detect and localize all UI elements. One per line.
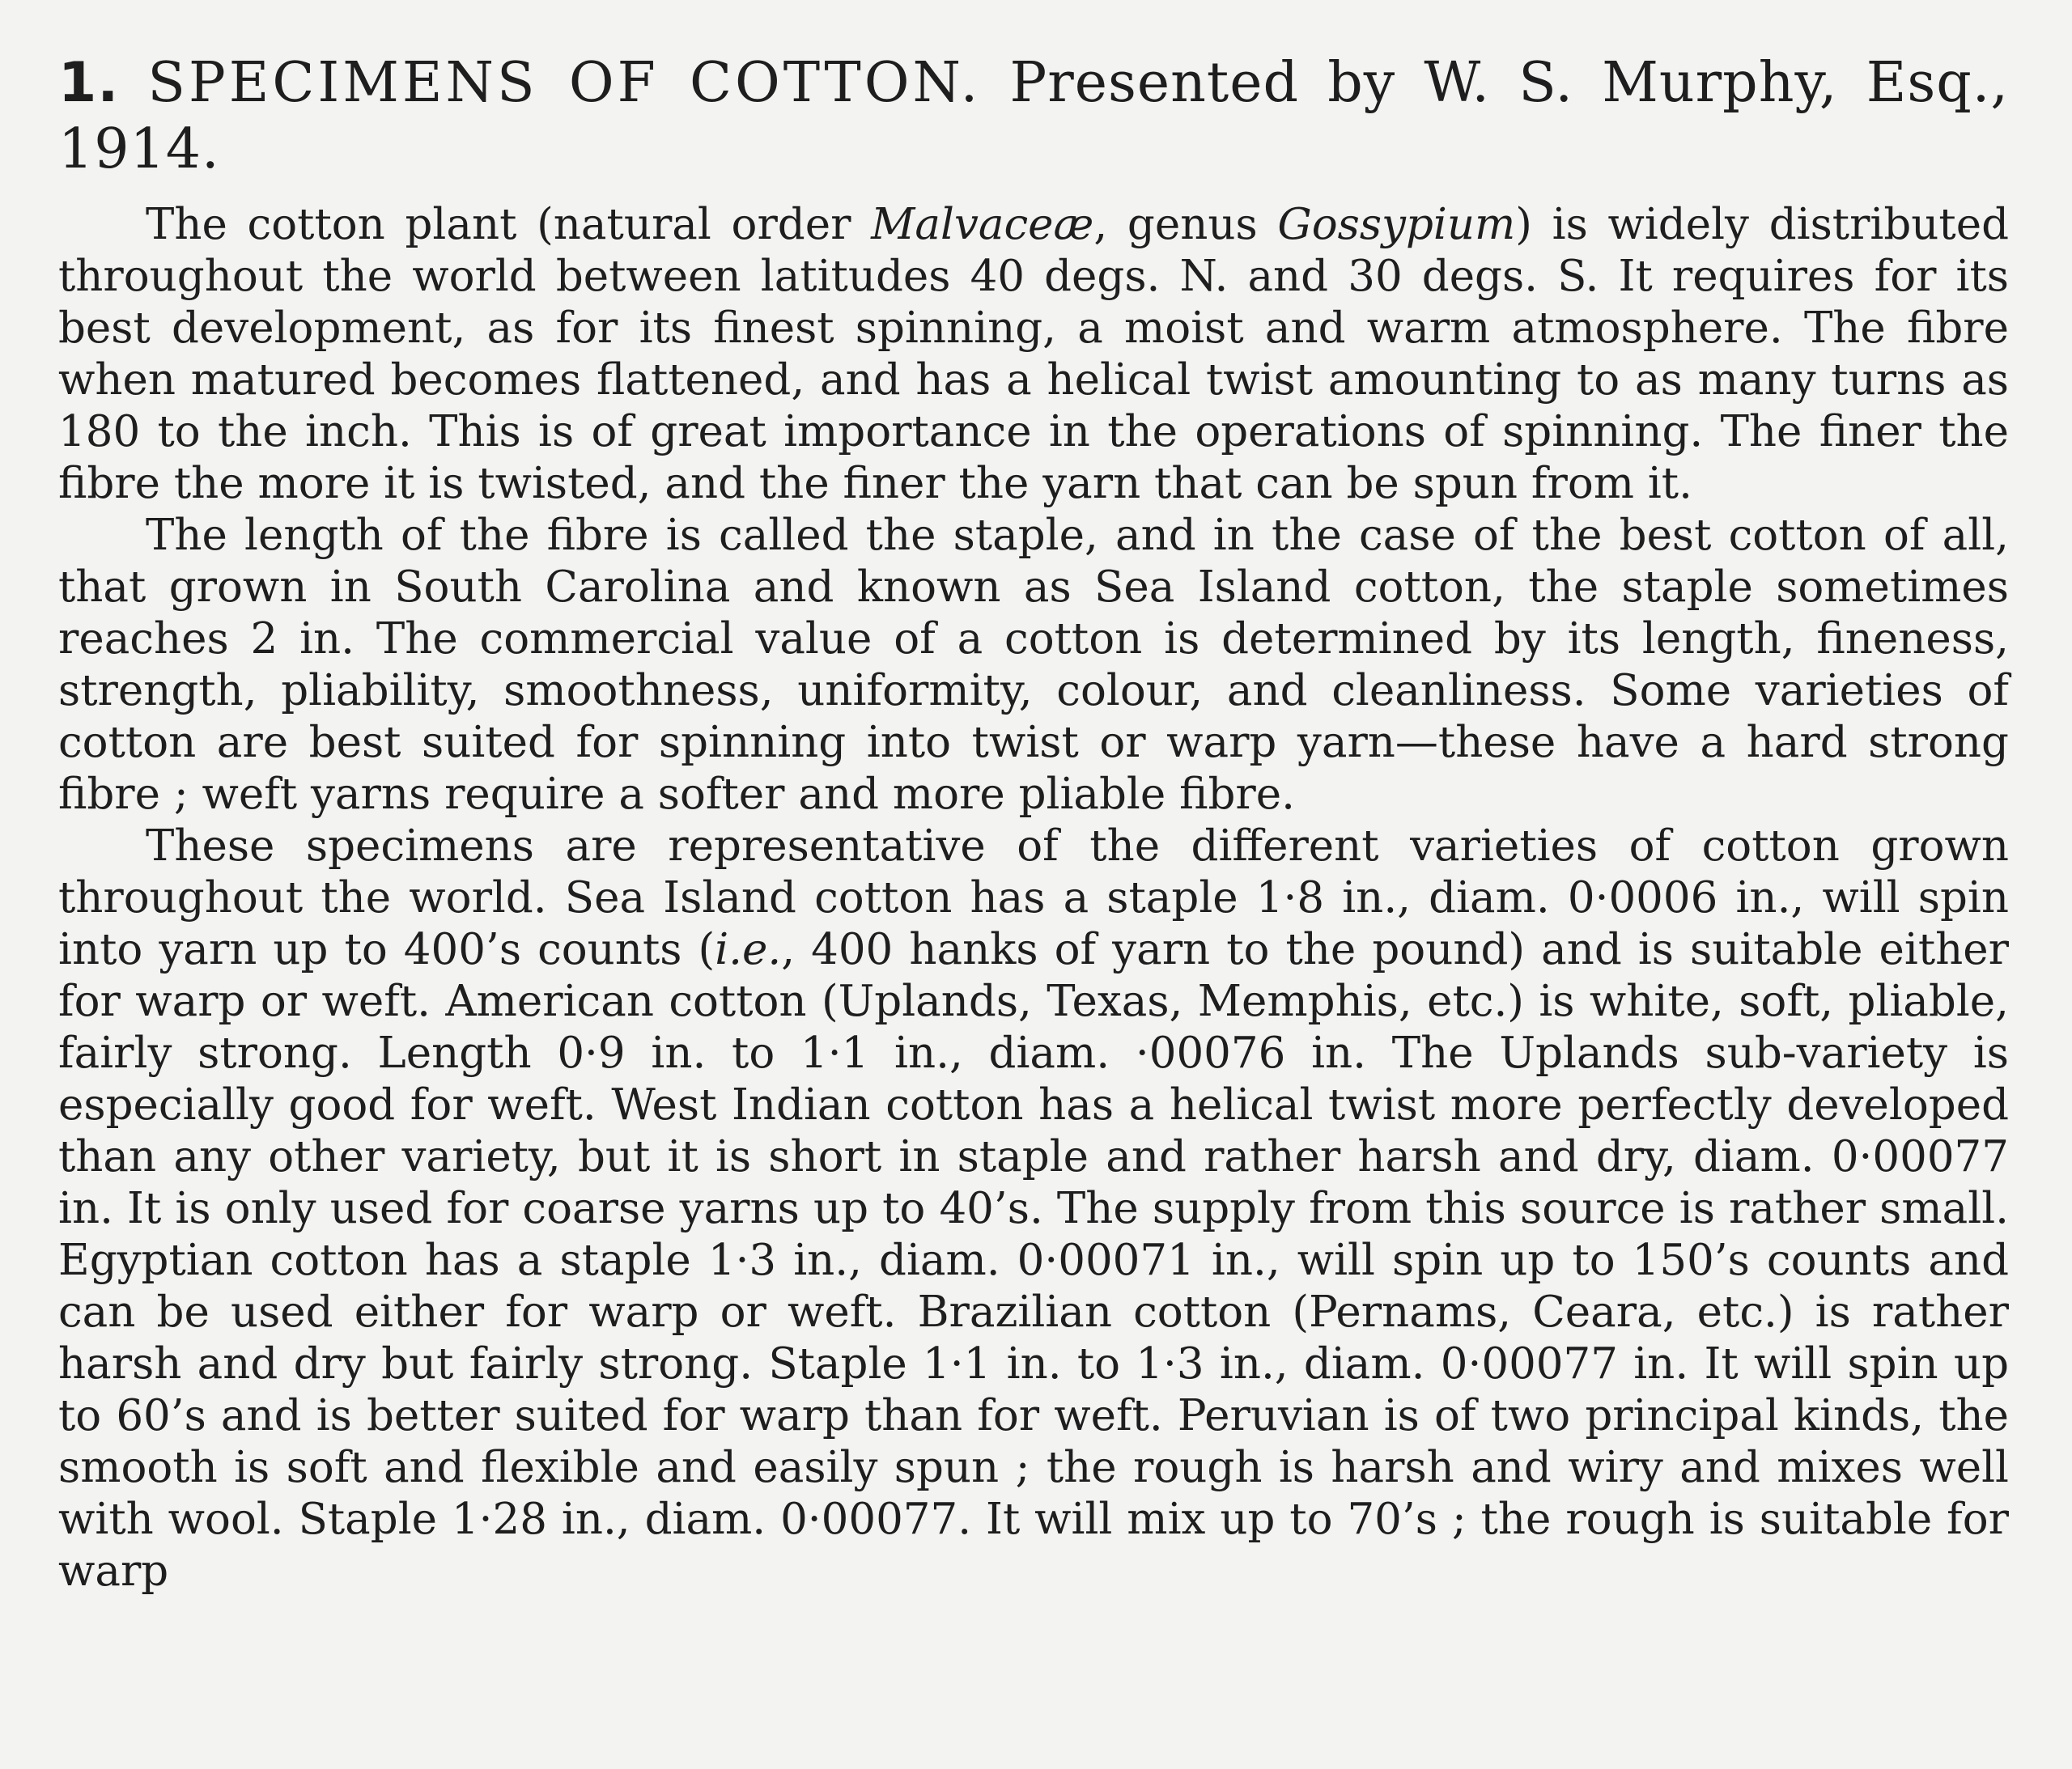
section-attribution: Presented by W. S. Murphy, Esq., 1914. [58,51,2010,181]
section-title: SPECIMENS OF COTTON. [147,51,982,115]
paragraph-text: These specimens are representative of the different varieties of cotton grown throughout the world. Sea Island cotton has a staple 1·8 in., diam. 0·0006 in., will spin into yarn up to 400’s counts ( [58,821,2009,974]
paragraph-cotton-plant [58,199,2009,510]
paragraph-text: The cotton plant (natural order [146,200,872,249]
italic-term: Gossypium [1277,200,1516,249]
paragraph-text: ) is widely distributed throughout the world between latitudes 40 degs. N. and 30 degs. S. It requires for its best development, as for its finest spinning, a moist and warm atmosphere. The fibre when matured becomes flattened, and has a helical twist amounting to as many turns as 180 to the inch. This is of great importance in the operations of spinning. The finer the fibre the more it is twisted, and the finer the yarn that can be spun from it. [58,200,2010,508]
section-number: 1. [58,51,120,115]
document-page [58,50,2009,1597]
italic-term: i.e. [715,925,782,974]
paragraph-staple: The length of the fibre is called the staple, and in the case of the best cotton of all, that grown in South Carolina and known as Sea Island cotton, the staple sometimes reaches 2 in. The commercial value of a cotton is determined by its length, fineness, strength, pliability, smoothness, uniformity, colour, and cleanliness. Some varieties of cotton are best suited for spinning into twist or warp yarn—these have a hard strong fibre ; weft yarns require a softer and more pliable fibre. [58,511,2009,819]
paragraph-specimens [58,821,2009,1597]
paragraph-text: , genus [1093,200,1278,249]
italic-term: Malvaceæ [871,200,1094,249]
section-heading [58,50,2009,183]
paragraph-text: , 400 hanks of yarn to the pound) and is suitable either for warp or weft. American cotton (Uplands, Texas, Memphis, etc.) is white, soft, pliable, fairly strong. Length 0·9 in. to 1·1 in., diam. ·00076 in. The Uplands sub-variety is especially good for weft. West Indian cotton has a helical twist more perfectly developed than any other variety, but it is short in staple and rather harsh and dry, diam. 0·00077 in. It is only used for coarse yarns up to 40’s. The supply from this source is rather small. Egyptian cotton has a staple 1·3 in., diam. 0·00071 in., will spin up to 150’s counts and can be used either for warp or weft. Brazilian cotton (Pernams, Ceara, etc.) is rather harsh and dry but fairly strong. Staple 1·1 in. to 1·3 in., diam. 0·00077 in. It will spin up to 60’s and is better suited for warp than for weft. Peruvian is of two principal kinds, the smooth is soft and flexible and easily spun ; the rough is harsh and wiry and mixes well with wool. Staple 1·28 in., diam. 0·00077. It will mix up to 70’s ; the rough is suitable for warp [58,925,2009,1596]
